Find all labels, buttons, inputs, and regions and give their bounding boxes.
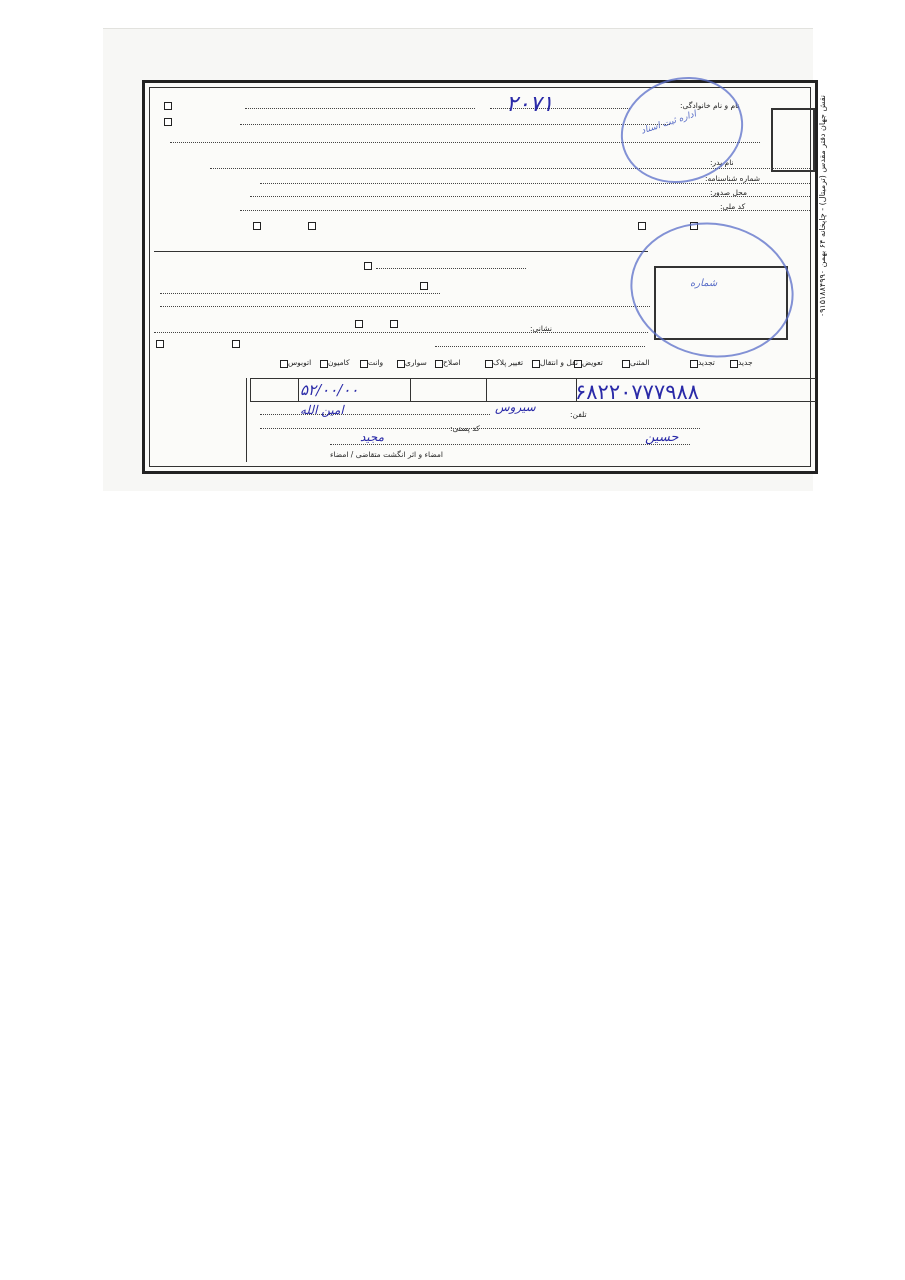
checkbox[interactable]	[355, 320, 363, 328]
checkbox[interactable]	[164, 102, 172, 110]
checkbox[interactable]	[253, 222, 261, 230]
checkbox[interactable]	[420, 282, 428, 290]
dotted-line	[245, 108, 475, 109]
stamp-text: شماره	[690, 278, 718, 289]
checkbox[interactable]	[320, 360, 328, 368]
form-border	[149, 87, 811, 467]
handwritten-note: حسین	[645, 430, 679, 445]
handwritten-note: امین الله	[300, 403, 344, 417]
checkbox-label: تعویض	[582, 358, 603, 367]
dotted-line	[240, 124, 670, 125]
footer-label: امضاء و اثر انگشت متقاضی / امضاء	[330, 450, 443, 459]
checkbox[interactable]	[397, 360, 405, 368]
dotted-line	[160, 293, 440, 294]
checkbox-label: وانت	[368, 358, 384, 367]
field-label: نام و نام خانوادگی:	[680, 101, 740, 110]
checkbox[interactable]	[690, 360, 698, 368]
checkbox-label: اصلاح	[443, 358, 461, 367]
checkbox[interactable]	[156, 340, 164, 348]
dotted-line	[260, 414, 490, 415]
dotted-line	[260, 183, 810, 184]
dotted-line	[330, 444, 690, 445]
signature-panel	[154, 378, 247, 462]
dotted-line	[376, 268, 526, 269]
checkbox[interactable]	[730, 360, 738, 368]
handwritten-digits: ۶۸۲۲۰۷۷۷۹۸۸	[575, 380, 700, 404]
checkbox[interactable]	[360, 360, 368, 368]
checkbox-label: نقل و انتقال	[540, 358, 578, 367]
dotted-line	[210, 168, 810, 169]
checkbox-label: سواری	[405, 358, 427, 367]
field-label: کد پستی:	[450, 424, 480, 433]
checkbox-label: المثنی	[630, 358, 650, 367]
checkbox[interactable]	[485, 360, 493, 368]
checkbox-label: تجدید	[698, 358, 715, 367]
checkbox-label: جدید	[738, 358, 753, 367]
side-print-text: ۰۹۱۵۱۸۸۴۹۹۰ نقش جهان دفتر مقدس (ترمیتال) - چاپخانه ۶۴ بهمن	[818, 95, 827, 318]
checkbox[interactable]	[532, 360, 540, 368]
handwritten-fraction: ۵۲/۰۰/۰۰	[300, 381, 359, 399]
form-corner-box	[771, 108, 815, 172]
dotted-line	[154, 332, 648, 333]
checkbox[interactable]	[164, 118, 172, 126]
checkbox[interactable]	[232, 340, 240, 348]
registration-form	[142, 80, 818, 474]
checkbox[interactable]	[638, 222, 646, 230]
field-label: شماره شناسنامه:	[705, 174, 761, 183]
field-label: نام پدر:	[710, 158, 734, 167]
handwritten-number: ۲۰۷۱	[506, 92, 554, 117]
handwritten-note: سیروس	[495, 400, 536, 414]
grid-cell	[410, 379, 411, 401]
checkbox[interactable]	[364, 262, 372, 270]
handwritten-note: مجید	[360, 430, 385, 444]
checkbox[interactable]	[280, 360, 288, 368]
dotted-line	[435, 346, 645, 347]
checkbox[interactable]	[308, 222, 316, 230]
stamp-text: اداره ثبت اسناد	[639, 109, 698, 137]
field-label: محل صدور:	[710, 188, 747, 197]
official-stamp	[620, 210, 805, 370]
checkbox-label: کامیون	[328, 358, 350, 367]
grid-cell	[250, 379, 251, 401]
field-label: کد ملی:	[720, 202, 746, 211]
checkbox[interactable]	[622, 360, 630, 368]
dotted-line	[160, 306, 650, 307]
divider	[154, 251, 648, 252]
grid-cell	[486, 379, 487, 401]
grid-cell	[298, 379, 299, 401]
field-label: تلفن:	[570, 410, 587, 419]
field-label: نشانی:	[530, 324, 552, 333]
checkbox[interactable]	[435, 360, 443, 368]
checkbox[interactable]	[390, 320, 398, 328]
checkbox-label: اتوبوس	[288, 358, 312, 367]
checkbox-label: تغییر پلاک	[493, 358, 524, 367]
dotted-line	[260, 428, 700, 429]
